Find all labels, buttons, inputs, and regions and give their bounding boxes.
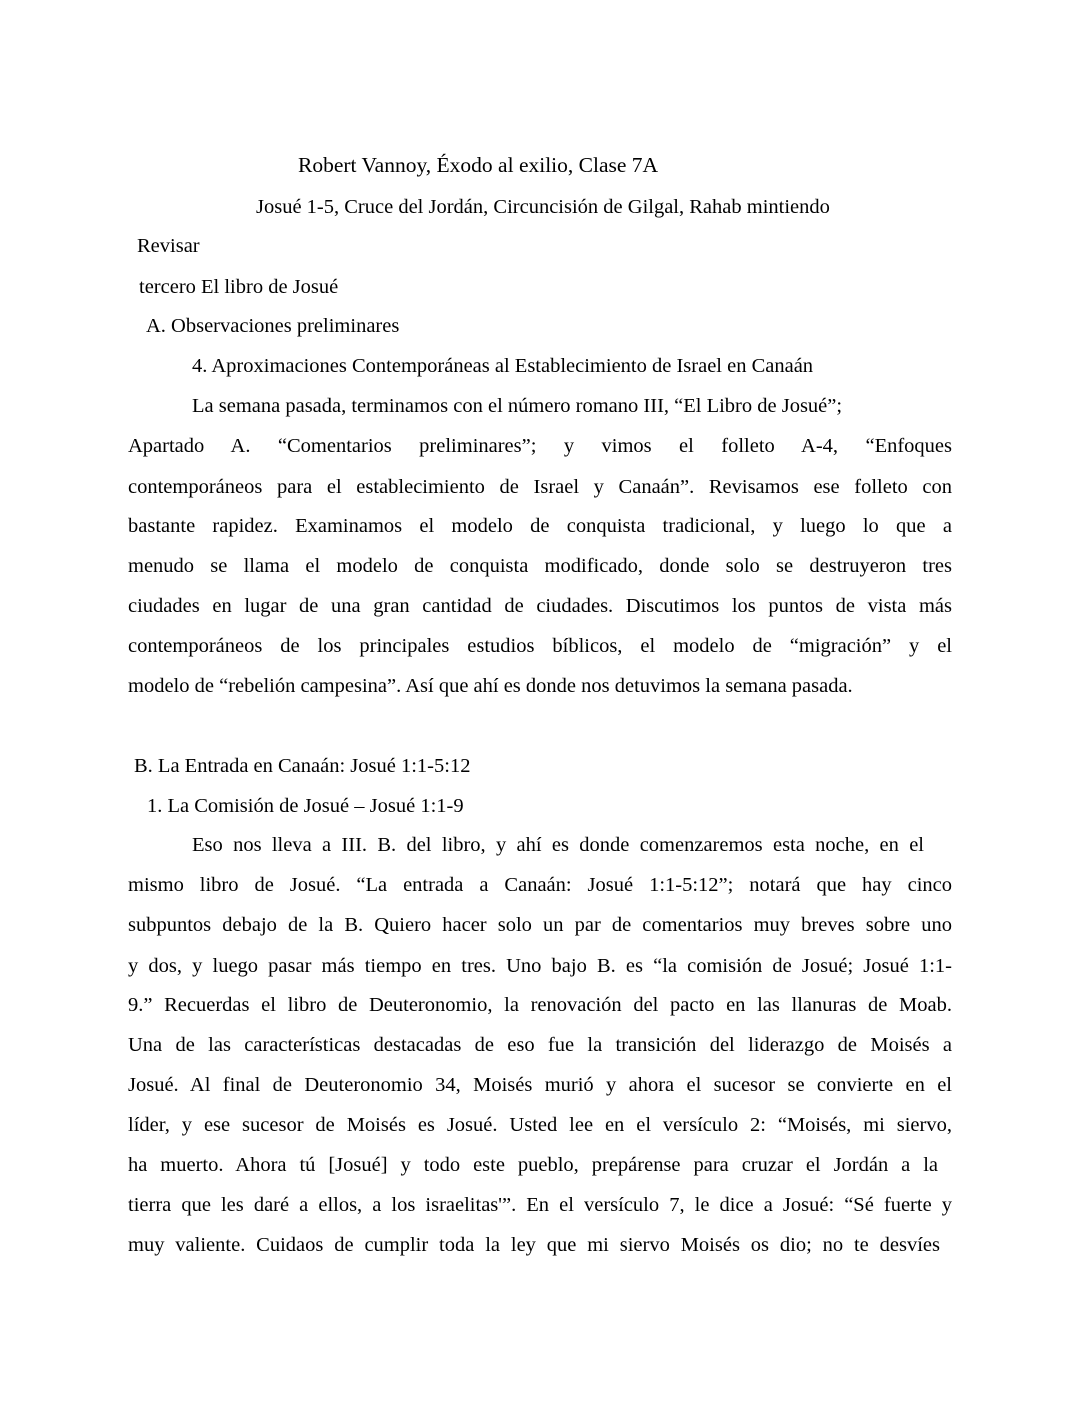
paragraph-line: y dos, y luego pasar más tiempo en tres. Uno bajo B. es “la comisión de Josué; Josué 1:1-	[128, 955, 952, 977]
paragraph-line: 9.” Recuerdas el libro de Deuteronomio, la renovación del pacto en las llanuras de Moab.	[128, 994, 952, 1016]
paragraph-line: mismo libro de Josué. “La entrada a Canaán: Josué 1:1-5:12”; notará que hay cinco	[128, 874, 952, 896]
paragraph-line: contemporáneos de los principales estudios bíblicos, el modelo de “migración” y el	[128, 635, 952, 657]
paragraph-line: ha muerto. Ahora tú [Josué] y todo este pueblo, prepárense para cruzar el Jordán a la	[128, 1154, 938, 1176]
paragraph-line: Una de las características destacadas de eso fue la transición del liderazgo de Moisés a	[128, 1034, 952, 1056]
document-subtitle: Josué 1-5, Cruce del Jordán, Circuncisión de Gilgal, Rahab mintiendo	[256, 196, 830, 218]
paragraph-line: Apartado A. “Comentarios preliminares”; y vimos el folleto A-4, “Enfoques	[128, 435, 952, 457]
outline-part3: tercero El libro de Josué	[139, 276, 339, 298]
outline-item-4: 4. Aproximaciones Contemporáneas al Establecimiento de Israel en Canaán	[192, 355, 814, 377]
paragraph-line: Josué. Al final de Deuteronomio 34, Moisés murió y ahora el sucesor se convierte en el	[128, 1074, 952, 1096]
paragraph-line: modelo de “rebelión campesina”. Así que ahí es donde nos detuvimos la semana pasada.	[128, 675, 853, 697]
paragraph-line: ciudades en lugar de una gran cantidad de ciudades. Discutimos los puntos de vista más	[128, 595, 952, 617]
paragraph-line: subpuntos debajo de la B. Quiero hacer solo un par de comentarios muy breves sobre uno	[128, 914, 952, 936]
paragraph-line: La semana pasada, terminamos con el número romano III, “El Libro de Josué”;	[192, 395, 843, 417]
paragraph-line: tierra que les daré a ellos, a los israelitas'”. En el versículo 7, le dice a Josué: “Sé fuerte y	[128, 1194, 952, 1216]
paragraph-line: contemporáneos para el establecimiento de Israel y Canaán”. Revisamos ese folleto con	[128, 476, 952, 498]
paragraph-line: muy valiente. Cuidaos de cumplir toda la ley que mi siervo Moisés os dio; no te desvíes	[128, 1234, 940, 1256]
paragraph-line: bastante rapidez. Examinamos el modelo de conquista tradicional, y luego lo que a	[128, 515, 952, 537]
outline-section-a: A. Observaciones preliminares	[146, 315, 400, 337]
outline-item-1: 1. La Comisión de Josué – Josué 1:1-9	[147, 795, 464, 817]
document-title: Robert Vannoy, Éxodo al exilio, Clase 7A	[298, 153, 659, 177]
paragraph-line: Eso nos lleva a III. B. del libro, y ahí es donde comenzaremos esta noche, en el	[192, 834, 924, 856]
paragraph-line: menudo se llama el modelo de conquista modificado, donde solo se destruyeron tres	[128, 555, 952, 577]
outline-review: Revisar	[137, 235, 200, 257]
outline-section-b: B. La Entrada en Canaán: Josué 1:1-5:12	[134, 755, 471, 777]
paragraph-line: líder, y ese sucesor de Moisés es Josué. Usted lee en el versículo 2: “Moisés, mi siervo,	[128, 1114, 952, 1136]
